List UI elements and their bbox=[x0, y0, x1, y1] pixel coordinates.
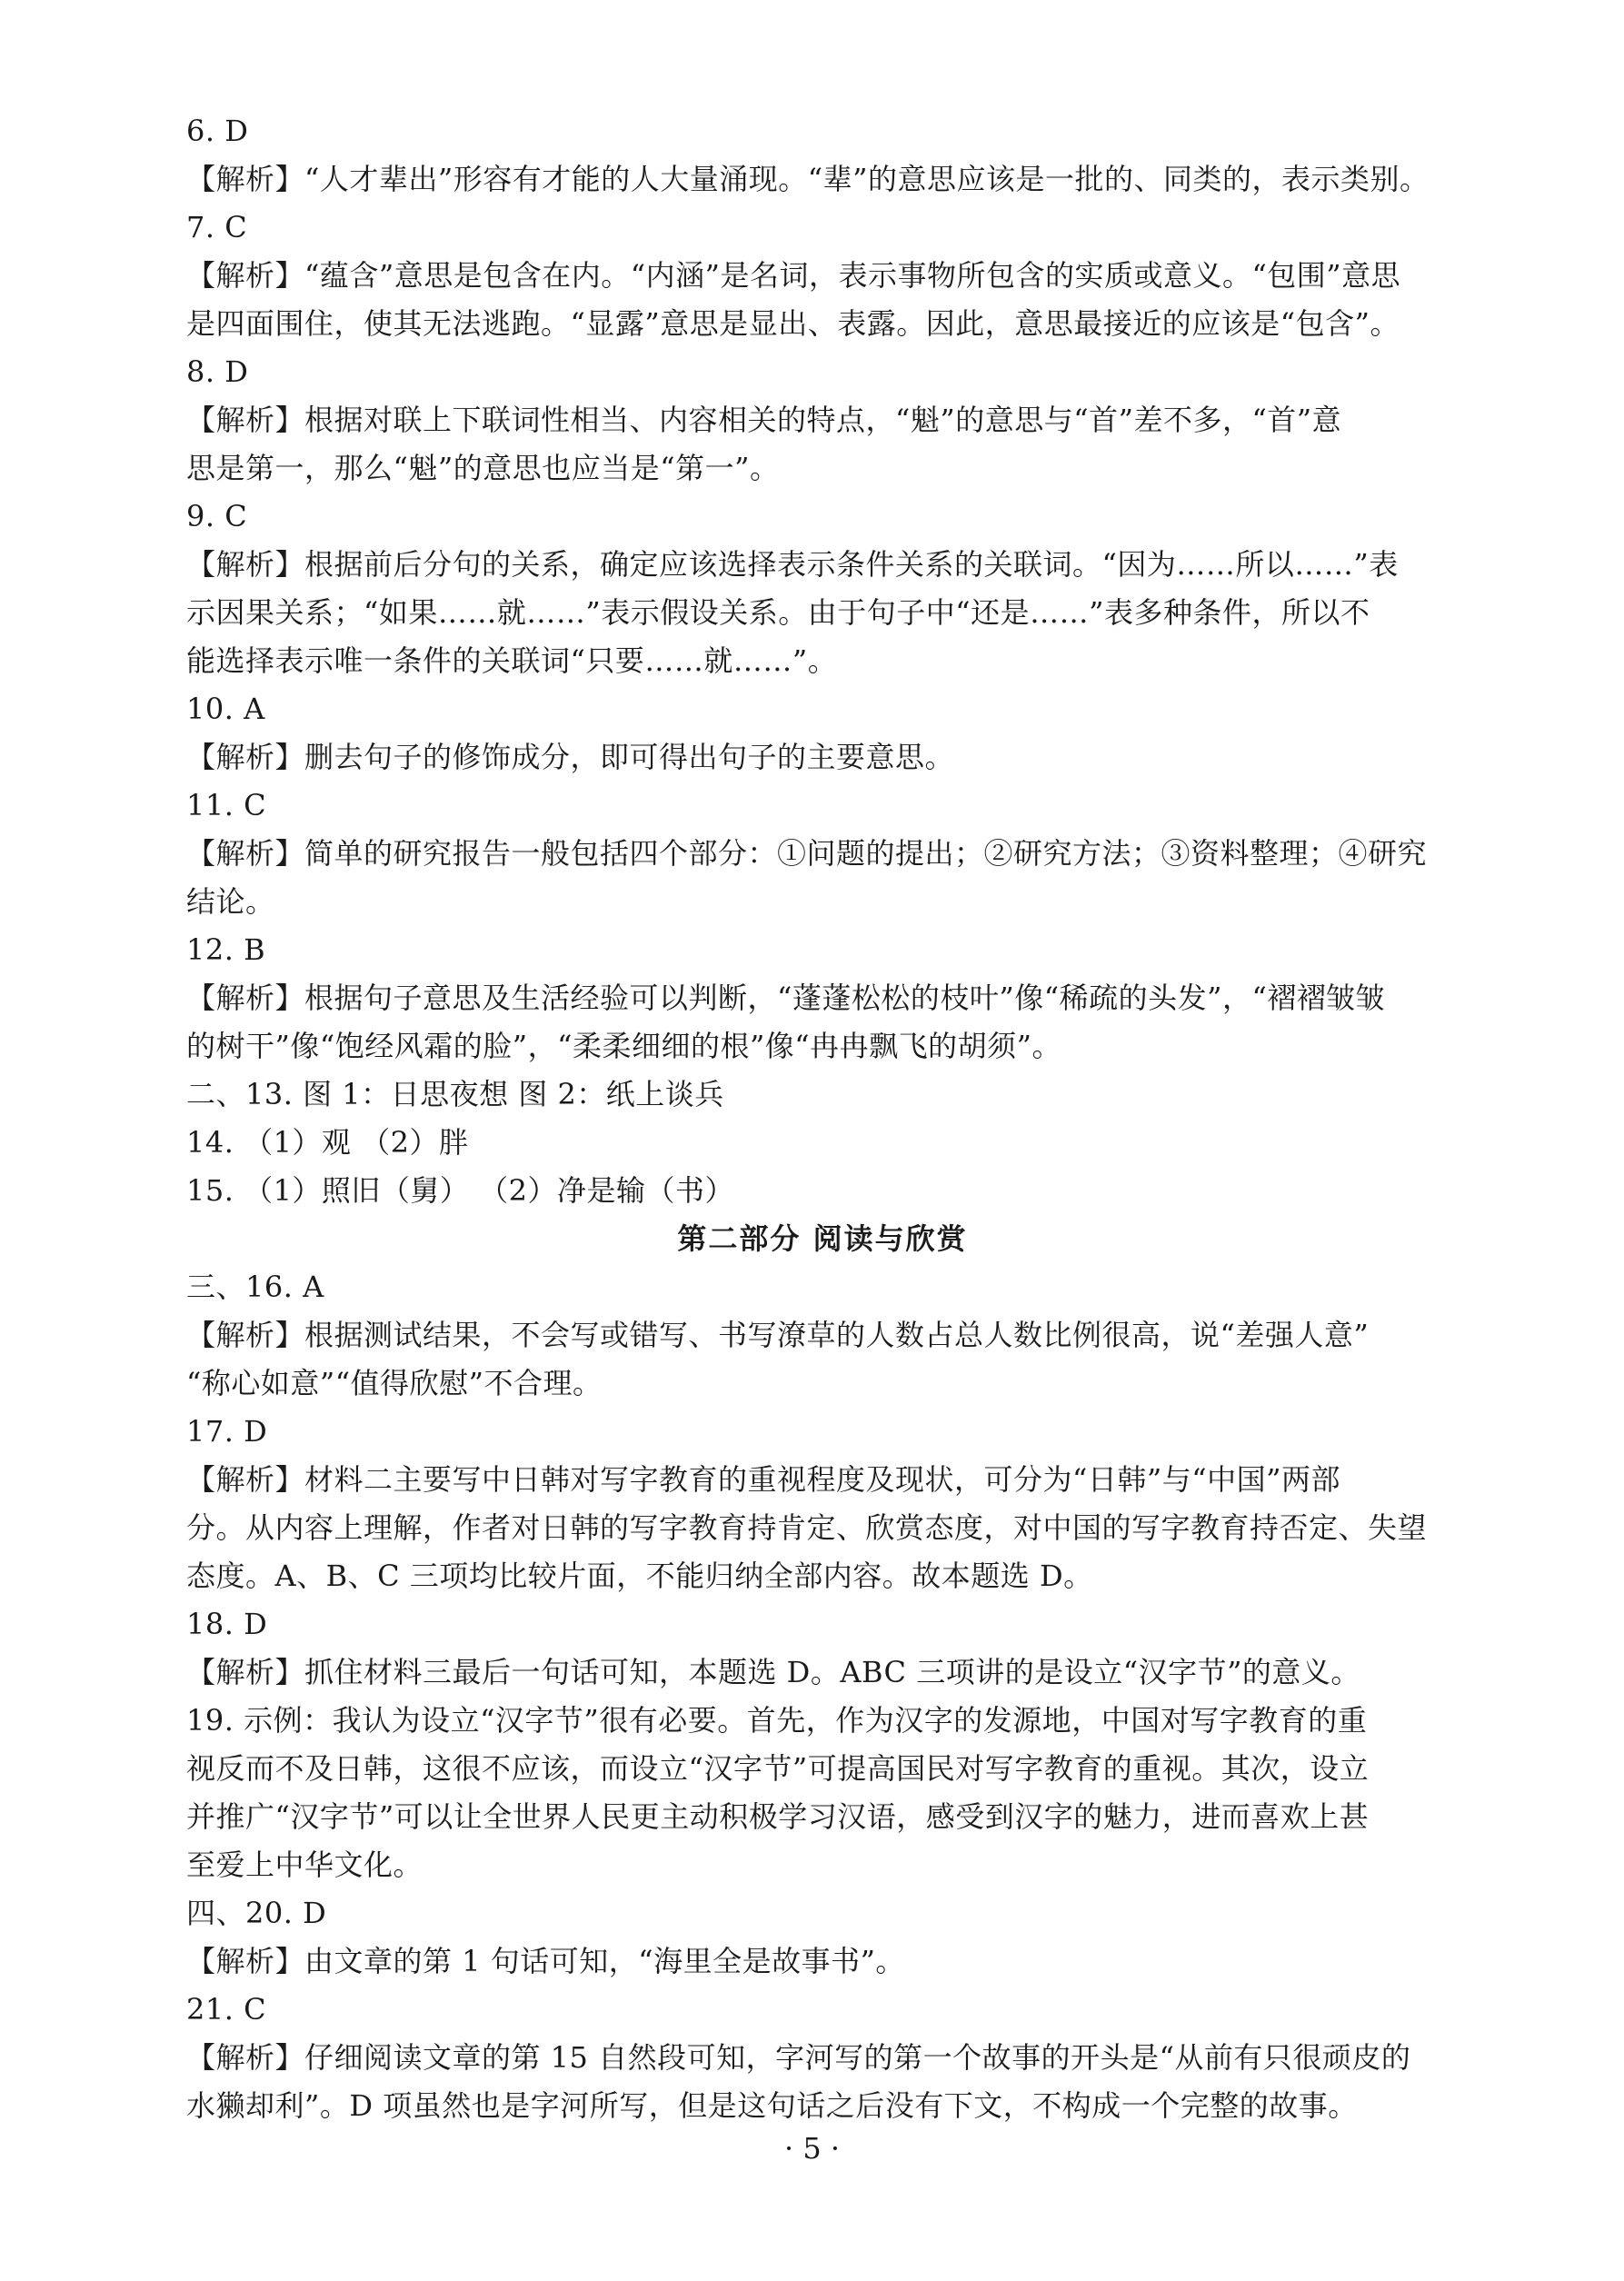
text-line: 【解析】抓住材料三最后一句话可知，本题选 D。ABC 三项讲的是设立“汉字节”的意义。 bbox=[186, 1655, 1360, 1689]
text-line: 18. D bbox=[186, 1607, 268, 1641]
text-line: 【解析】“蕴含”意思是包含在内。“内涵”是名词，表示事物所包含的实质或意义。“包围”意思 bbox=[186, 258, 1401, 293]
text-line: 至爱上中华文化。 bbox=[186, 1848, 423, 1882]
text-line: 并推广“汉字节”可以让全世界人民更主动积极学习汉语，感受到汉字的魅力，进而喜欢上甚 bbox=[186, 1799, 1370, 1834]
text-line: 【解析】根据句子意思及生活经验可以判断，“蓬蓬松松的枝叶”像“稀疏的头发”，“褶褶皱皱 bbox=[186, 981, 1386, 1015]
text-line: 6. D bbox=[186, 114, 249, 148]
text-line: 的树干”像“饱经风霜的脸”，“柔柔细细的根”像“冉冉飘飞的胡须”。 bbox=[186, 1029, 1062, 1063]
text-line: 9. C bbox=[186, 499, 248, 533]
text-line: “称心如意”“值得欣慰”不合理。 bbox=[186, 1366, 603, 1400]
text-line: 是四面围住，使其无法逃跑。“显露”意思是显出、表露。因此，意思最接近的应该是“包含”。 bbox=[186, 306, 1400, 341]
text-line: 【解析】根据测试结果，不会写或错写、书写潦草的人数占总人数比例很高，说“差强人意” bbox=[186, 1318, 1370, 1352]
text-line: 12. B bbox=[186, 932, 266, 967]
text-line: 结论。 bbox=[186, 884, 275, 919]
text-line: 示因果关系；“如果……就……”表示假设关系。由于句子中“还是……”表多种条件，所以不 bbox=[186, 595, 1370, 630]
text-line: 态度。A、B、C 三项均比较片面，不能归纳全部内容。故本题选 D。 bbox=[186, 1559, 1093, 1593]
text-line: 【解析】仔细阅读文章的第 15 自然段可知，字河写的第一个故事的开头是“从前有只很顽皮的 bbox=[186, 2040, 1411, 2075]
text-line: 【解析】根据对联上下联词性相当、内容相关的特点，“魁”的意思与“首”差不多，“首”意 bbox=[186, 403, 1342, 437]
text-line: 15. （1）照旧（舅） （2）净是输（书） bbox=[186, 1173, 734, 1208]
text-line: 10. A bbox=[186, 692, 265, 726]
text-line: 8. D bbox=[186, 354, 249, 389]
text-line: 7. C bbox=[186, 210, 248, 244]
text-line: 水獭却利”。D 项虽然也是字河所写，但是这句话之后没有下文，不构成一个完整的故事。 bbox=[186, 2088, 1358, 2123]
text-line: 17. D bbox=[186, 1414, 268, 1449]
text-line: 19. 示例：我认为设立“汉字节”很有必要。首先，作为汉字的发源地，中国对写字教育的重 bbox=[186, 1703, 1368, 1738]
text-line: 【解析】由文章的第 1 句话可知，“海里全是故事书”。 bbox=[186, 1944, 905, 1978]
text-line: 【解析】根据前后分句的关系，确定应该选择表示条件关系的关联词。“因为……所以……”表 bbox=[186, 547, 1399, 582]
section-title: 第二部分 阅读与欣赏 bbox=[677, 1221, 968, 1256]
page-number: · 5 · bbox=[783, 2131, 841, 2166]
text-line: 思是第一，那么“魁”的意思也应当是“第一”。 bbox=[186, 451, 780, 485]
text-line: 【解析】删去句子的修饰成分，即可得出句子的主要意思。 bbox=[186, 740, 955, 774]
text-line: 【解析】简单的研究报告一般包括四个部分：①问题的提出；②研究方法；③资料整理；④研究 bbox=[186, 836, 1428, 871]
text-line: 分。从内容上理解，作者对日韩的写字教育持肯定、欣赏态度，对中国的写字教育持否定、失望 bbox=[186, 1510, 1428, 1545]
text-line: 【解析】“人才辈出”形容有才能的人大量涌现。“辈”的意思应该是一批的、同类的，表示类别。 bbox=[186, 162, 1430, 196]
text-line: 21. C bbox=[186, 1992, 267, 2027]
text-line: 11. C bbox=[186, 788, 267, 822]
text-line: 三、16. A bbox=[186, 1270, 324, 1304]
text-line: 二、13. 图 1：日思夜想 图 2：纸上谈兵 bbox=[186, 1077, 724, 1111]
answer-key-page bbox=[186, 107, 1459, 2130]
text-line: 四、20. D bbox=[186, 1896, 327, 1930]
text-line: 【解析】材料二主要写中日韩对写字教育的重视程度及现状，可分为“日韩”与“中国”两部 bbox=[186, 1462, 1340, 1497]
text-line: 视反而不及日韩，这很不应该，而设立“汉字节”可提高国民对写字教育的重视。其次，设立 bbox=[186, 1751, 1370, 1786]
text-line: 能选择表示唯一条件的关联词“只要……就……”。 bbox=[186, 643, 838, 678]
text-line: 14. （1）观 （2）胖 bbox=[186, 1125, 469, 1160]
